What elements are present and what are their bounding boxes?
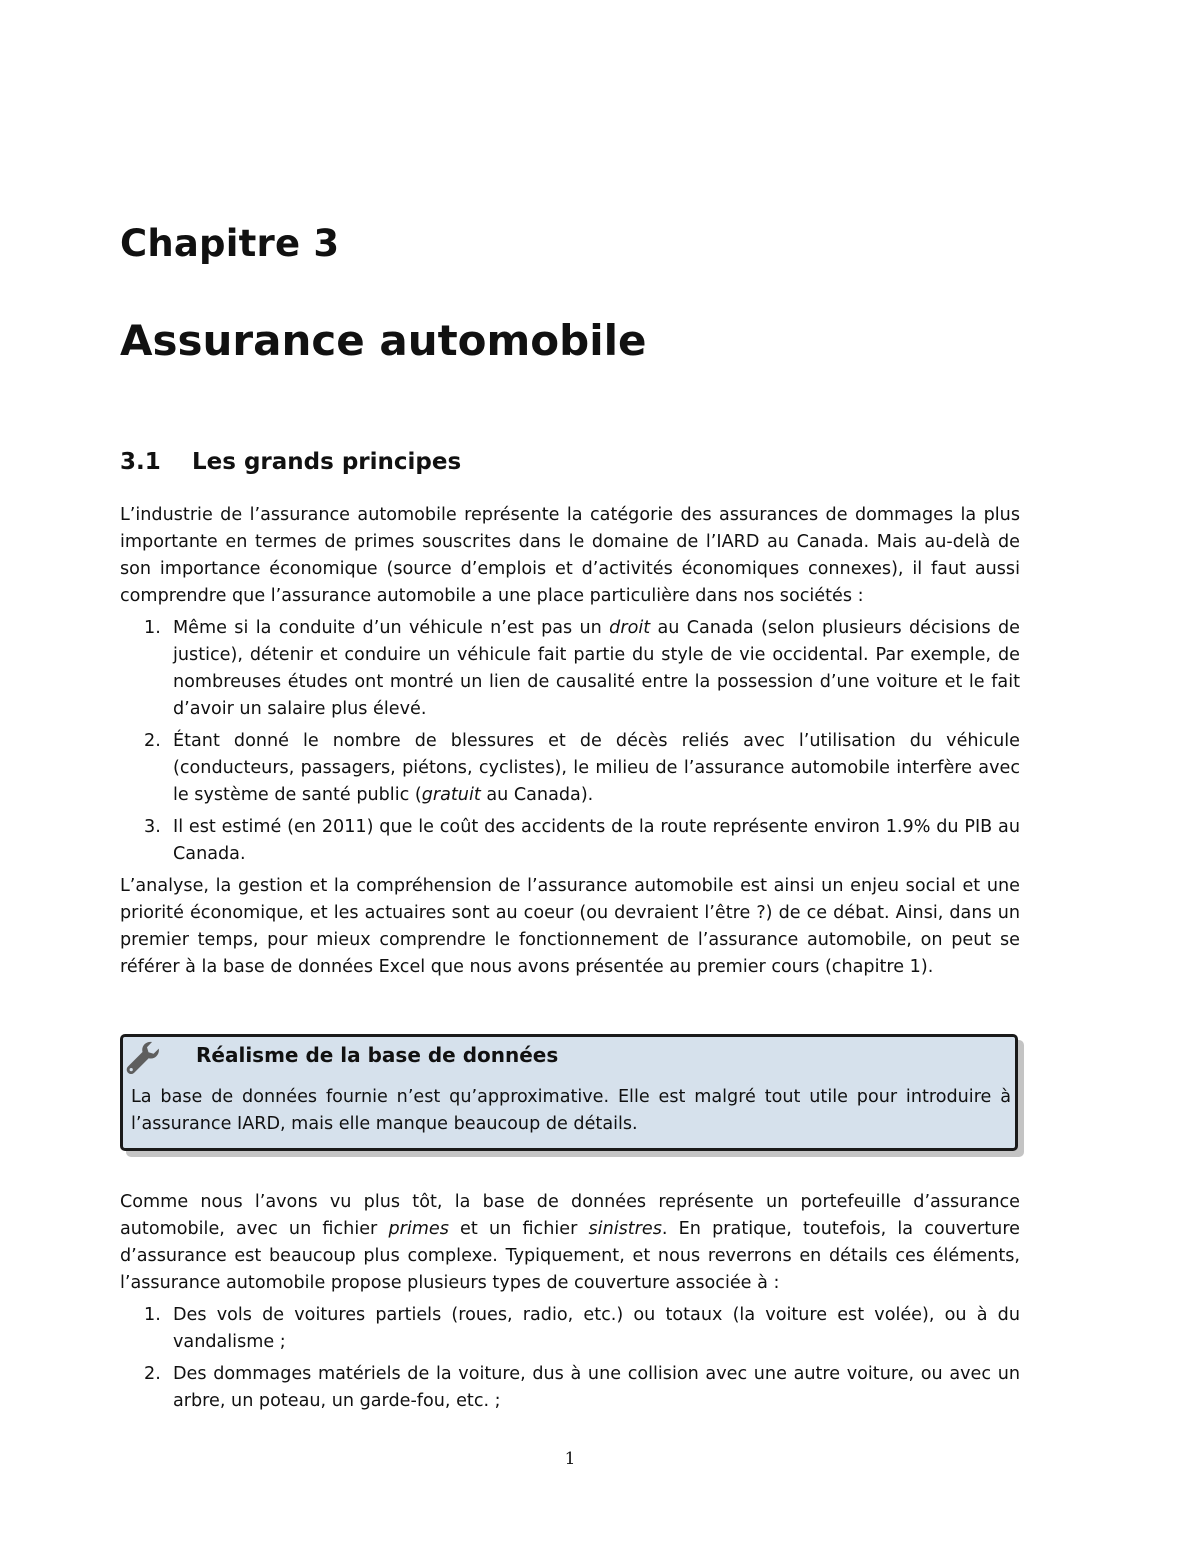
list-item-emphasis: gratuit — [421, 785, 481, 805]
list-item-number: 1. — [144, 618, 161, 638]
list-item-text: Des vols de voitures partiels (roues, radio, etc.) ou totaux (la voiture est volée), ou à du vandalisme ; — [173, 1305, 1020, 1352]
chapter-title: Assurance automobile — [120, 316, 647, 365]
coverage-text: . En pratique, toutefois, la couverture d’assurance est beaucoup plus complexe. Typiquement, et nous reverrons en détails ces éléments, l’assurance automobile propose plusieurs types de couverture associée à : — [120, 1219, 1020, 1293]
callout-body: La base de données fournie n’est qu’approximative. Elle est malgré tout utile pour introduire à l’assurance IARD, mais elle manque beaucoup de détails. — [131, 1087, 1011, 1134]
list-item-text: au Canada (selon plusieurs décisions de justice), détenir et conduire un véhicule fait partie du style de vie occidental. Par exemple, de nombreuses études ont montré un lien de causalité entre la possession d’une voiture et le fait d’avoir un salaire plus élevé. — [173, 618, 1020, 719]
chapter-label: Chapitre 3 — [120, 222, 340, 265]
list-item — [120, 1361, 1020, 1415]
list-item-number: 2. — [144, 731, 161, 751]
section-heading — [120, 449, 461, 475]
coverage-emphasis-primes: primes — [388, 1219, 449, 1239]
coverage-emphasis-sinistres: sinistres — [588, 1219, 662, 1239]
coverage-paragraph — [120, 1189, 1020, 1297]
section-number: 3.1 — [120, 449, 161, 475]
list-item — [120, 728, 1020, 809]
list-item-emphasis: droit — [609, 618, 651, 638]
coverage-text: Comme nous l’avons vu plus tôt, la base de données représente un portefeuille d’assurance automobile, avec un fichier — [120, 1192, 1020, 1239]
list-item-number: 2. — [144, 1364, 161, 1384]
coverage-text: et un fichier — [448, 1219, 589, 1239]
list-item — [120, 1302, 1020, 1356]
callout-box — [120, 1034, 1018, 1151]
closing-paragraph: L’analyse, la gestion et la compréhension de l’assurance automobile est ainsi un enjeu social et une priorité économique, et les actuaires sont au coeur (ou devraient l’être ?) de ce débat. Ainsi, dans un premier temps, pour mieux comprendre le fonctionnement de l’assurance automobile, on peut se référer à la base de données Excel que nous avons présentée au premier cours (chapitre 1). — [120, 876, 1020, 977]
section-title: Les grands principes — [192, 449, 462, 475]
intro-block — [120, 502, 1020, 981]
list-item-number: 3. — [144, 817, 161, 837]
list-item-number: 1. — [144, 1305, 161, 1325]
list-item-text: Il est estimé (en 2011) que le coût des accidents de la route représente environ 1.9% du PIB au Canada. — [173, 817, 1020, 864]
list-item-text: Étant donné le nombre de blessures et de décès reliés avec l’utilisation du véhicule (conducteurs, passagers, piétons, cyclistes), le milieu de l’assurance automobile interfère avec le système de santé public ( — [173, 731, 1020, 805]
callout-title: Réalisme de la base de données — [196, 1043, 559, 1067]
coverage-list — [120, 1302, 1020, 1415]
intro-list — [120, 615, 1020, 868]
coverage-block — [120, 1189, 1020, 1420]
page-number: 1 — [564, 1449, 576, 1469]
list-item — [120, 814, 1020, 868]
list-item — [120, 615, 1020, 723]
list-item-text: Même si la conduite d’un véhicule n’est pas un — [173, 618, 610, 638]
list-item-text: au Canada). — [480, 785, 594, 805]
list-item-text: Des dommages matériels de la voiture, dus à une collision avec une autre voiture, ou avec un arbre, un poteau, un garde-fou, etc. ; — [173, 1364, 1020, 1411]
intro-paragraph: L’industrie de l’assurance automobile représente la catégorie des assurances de dommages la plus importante en termes de primes souscrites dans le domaine de l’IARD au Canada. Mais au-delà de son importance économique (source d’emplois et d’activités économiques connexes), il faut aussi comprendre que l’assurance automobile a une place particulière dans nos sociétés : — [120, 505, 1020, 606]
wrench-icon — [125, 1040, 161, 1076]
